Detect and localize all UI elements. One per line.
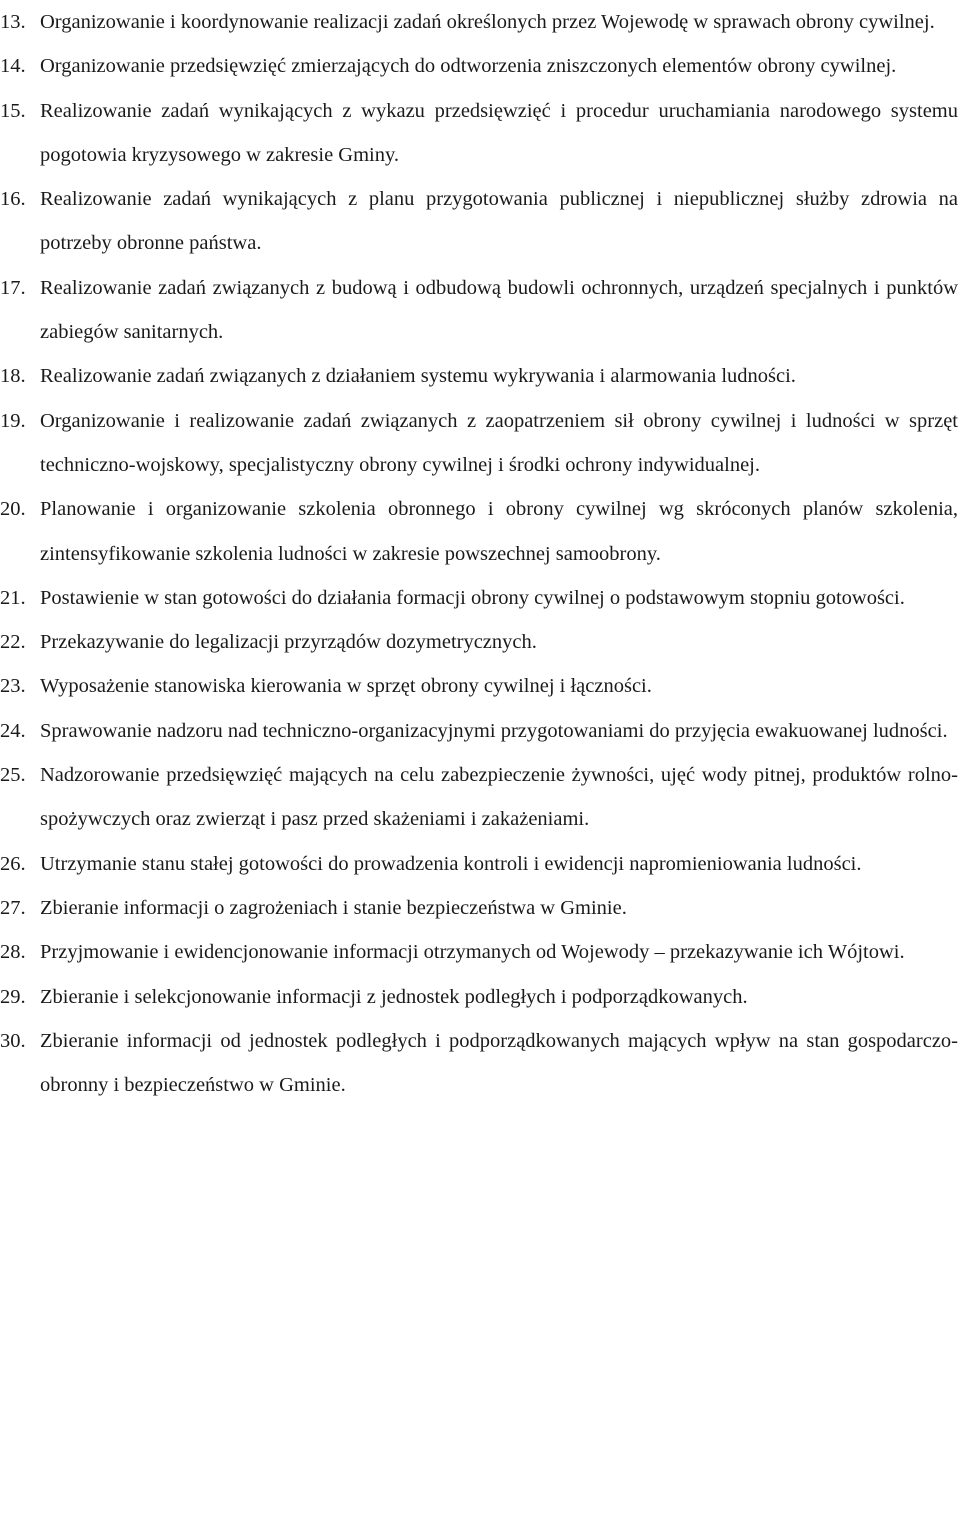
item-number: 15. [0, 99, 26, 122]
item-number: 13. [0, 11, 26, 33]
item-text: Utrzymanie stanu stałej gotowości do prowadzenia kontroli i ewidencji napromieniowania ludności. [40, 852, 862, 875]
list-item [0, 354, 960, 398]
list-item [0, 576, 960, 620]
list-item [0, 487, 960, 576]
item-text: Organizowanie i realizowanie zadań związanych z zaopatrzeniem sił obrony cywilnej i ludności w sprzęt techniczno-wojskowy, specjalistyczny obrony cywilnej i środki ochrony indywidualnej. [40, 409, 958, 476]
item-number: 16. [0, 188, 26, 211]
list-item [0, 975, 960, 1019]
list-item [0, 89, 960, 178]
item-number: 18. [0, 365, 26, 388]
list-item [0, 0, 960, 44]
list-item [0, 709, 960, 753]
item-text: Zbieranie i selekcjonowanie informacji z jednostek podległych i podporządkowanych. [40, 985, 748, 1008]
item-number: 28. [0, 941, 26, 964]
list-item [0, 399, 960, 488]
item-text: Nadzorowanie przedsięwzięć mających na celu zabezpieczenie żywności, ujęć wody pitnej, produktów rolno-spożywczych oraz zwierząt i pasz przed skażeniami i zakażeniami. [40, 764, 958, 831]
item-text: Realizowanie zadań związanych z działaniem systemu wykrywania i alarmowania ludności. [40, 365, 796, 388]
list-item [0, 177, 960, 266]
item-text: Realizowanie zadań wynikających z planu przygotowania publicznej i niepublicznej służby zdrowia na potrzeby obronne państwa. [40, 188, 958, 255]
list-item [0, 753, 960, 842]
list-item [0, 1019, 960, 1108]
item-number: 17. [0, 276, 26, 299]
item-text: Wyposażenie stanowiska kierowania w sprzęt obrony cywilnej i łączności. [40, 675, 652, 698]
list-item [0, 44, 960, 88]
item-text: Zbieranie informacji od jednostek podległych i podporządkowanych mających wpływ na stan gospodarczo-obronny i bezpieczeństwo w Gminie. [40, 1029, 958, 1097]
item-number: 14. [0, 55, 26, 78]
item-number: 19. [0, 409, 26, 432]
item-number: 25. [0, 764, 26, 787]
list-item [0, 886, 960, 930]
list-item [0, 664, 960, 708]
item-text: Realizowanie zadań wynikających z wykazu przedsięwzięć i procedur uruchamiania narodowego systemu pogotowia kryzysowego w zakresie Gminy. [40, 99, 958, 166]
item-text: Organizowanie i koordynowanie realizacji zadań określonych przez Wojewodę w sprawach obrony cywilnej. [40, 11, 935, 33]
list-item [0, 266, 960, 355]
item-number: 24. [0, 719, 26, 742]
item-text: Postawienie w stan gotowości do działania formacji obrony cywilnej o podstawowym stopniu gotowości. [40, 586, 905, 609]
item-number: 26. [0, 852, 26, 875]
item-text: Planowanie i organizowanie szkolenia obronnego i obrony cywilnej wg skróconych planów szkolenia, zintensyfikowanie szkolenia ludności w zakresie powszechnej samoobrony. [40, 498, 958, 565]
list-item [0, 620, 960, 664]
item-text: Sprawowanie nadzoru nad techniczno-organizacyjnymi przygotowaniami do przyjęcia ewakuowanej ludności. [40, 719, 948, 742]
list-item [0, 930, 960, 974]
item-number: 29. [0, 985, 26, 1008]
item-number: 27. [0, 896, 26, 919]
item-number: 30. [0, 1029, 26, 1052]
item-text: Przekazywanie do legalizacji przyrządów dozymetrycznych. [40, 631, 537, 654]
item-text: Zbieranie informacji o zagrożeniach i stanie bezpieczeństwa w Gminie. [40, 896, 627, 919]
item-number: 20. [0, 498, 26, 521]
item-number: 21. [0, 586, 26, 609]
list-item [0, 842, 960, 886]
item-text: Organizowanie przedsięwzięć zmierzających do odtworzenia zniszczonych elementów obrony cywilnej. [40, 55, 897, 78]
item-number: 23. [0, 675, 26, 698]
item-number: 22. [0, 631, 26, 654]
item-text: Realizowanie zadań związanych z budową i odbudową budowli ochronnych, urządzeń specjalnych i punktów zabiegów sanitarnych. [40, 276, 958, 344]
item-text: Przyjmowanie i ewidencjonowanie informacji otrzymanych od Wojewody – przekazywanie ich Wójtowi. [40, 941, 905, 964]
